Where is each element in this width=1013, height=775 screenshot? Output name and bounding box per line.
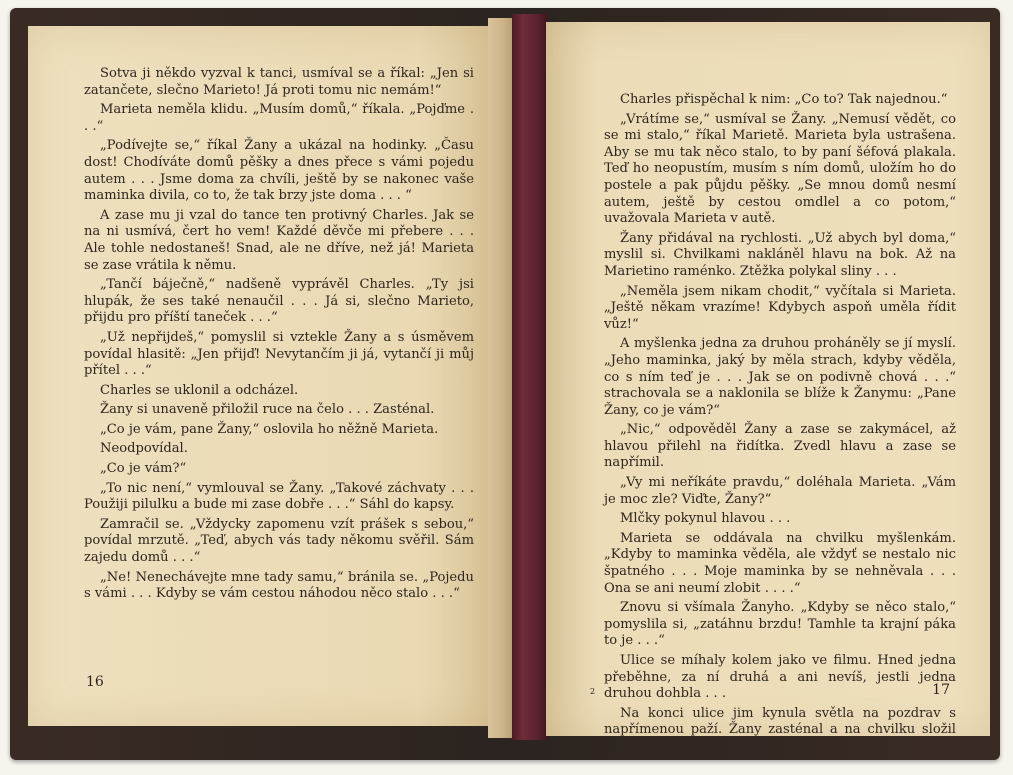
paragraph: Na konci ulice jim kynula světla na pozdrav s napřímenou paží. Žany zasténal a na chvilku složil hlavu. — [604, 705, 956, 754]
signature-mark: 2 — [590, 687, 596, 696]
left-page-text — [84, 66, 474, 606]
paragraph: „To nic není,“ vymlouval se Žany. „Takové záchvaty . . . Použiji pilulku a bude mi zase dobře . . .“ Sáhl do kapsy. — [84, 480, 474, 513]
paragraph: Zamračil se. „Vždycky zapomenu vzít prášek s sebou,“ povídal mrzutě. „Teď, abych vás tady někomu svěřil. Sám zajedu domů . . .“ — [84, 516, 474, 566]
paragraph: „Vy mi neříkáte pravdu,“ doléhala Marieta. „Vám je moc zle? Viďte, Žany?“ — [604, 475, 956, 507]
paragraph: „Neměla jsem nikam chodit,“ vyčítala si Marieta. „Ještě někam vrazíme! Kdybych aspoň uměla řídit vůz!“ — [604, 283, 956, 332]
paragraph: Sotva ji někdo vyzval k tanci, usmíval se a říkal: „Jen si zatančete, slečno Marieto! Já proti tomu nic nemám!“ — [84, 66, 474, 98]
paragraph: „Vrátíme se,“ usmíval se Žany. „Nemusí vědět, co se mi stalo,“ říkal Marietě. Marieta byla ustrašena. Aby se mu tak něco stalo, to by paní šéfová plakala. Teď ho neopustím, musím s ním domů, uložím ho do postele a pak půjdu pěšky. „Se mnou domů nesmí autem, ještě by cestou omdlel a co potom,“ uvažovala Marieta v autě. — [604, 111, 956, 227]
paragraph: „Už nepřijdeš,“ pomyslil si vztekle Žany a s úsměvem povídal hlasitě: „Jen přijď! Nevytančím ji já, vytančí ji můj přítel . . .“ — [84, 329, 474, 379]
paragraph: „Co je vám, pane Žany,“ oslovila ho něžně Marieta. — [100, 421, 439, 437]
right-page-text — [604, 92, 956, 759]
paragraph: „Tančí báječně,“ nadšeně vyprávěl Charles. „Ty jsi hlupák, že ses také nenaučil . . . Já si, slečno Marieto, přijdu pro příští taneček . . .“ — [84, 277, 474, 326]
paragraph: A myšlenka jedna za druhou proháněly se jí myslí. „Jeho maminka, jaký by měla strach, kdyby věděla, co s ním teď je . . . Jak se on podivně chová . . .“ strachovala se a naklonila se blíže k Žanymu: „Pane Žany, co je vám?“ — [604, 336, 956, 418]
book-spine — [512, 14, 548, 740]
left-page — [28, 26, 488, 726]
page-gutter — [488, 18, 514, 738]
paragraph: Marieta neměla klidu. „Musím domů,“ říkala. „Pojďme . . .“ — [84, 102, 474, 134]
paragraph: Žany si unaveně přiložil ruce na čelo . . . Zasténal. — [100, 402, 435, 418]
paragraph: „Nic,“ odpověděl Žany a zase se zakymácel, až hlavou přilehl na řidítka. Zvedl hlavu a zase se napřímil. — [604, 422, 956, 471]
paragraph: Žany přidával na rychlosti. „Už abych byl doma,“ myslil si. Chvilkami nakláněl hlavu na bok. Až na Marietino raménko. Ztěžka polykal sliny . . . — [604, 230, 956, 279]
paragraph: Znovu si všímala Žanyho. „Kdyby se něco stalo,“ pomyslila si, „zatáhnu brzdu! Tamhle ta krajní páka to je . . .“ — [604, 600, 956, 649]
paragraph: Charles přispěchal k nim: „Co to? Tak najednou.“ — [620, 92, 948, 107]
paragraph: Marieta se oddávala na chvilku myšlenkám. „Kdyby to maminka věděla, ale vždyť se nestalo nic špatného . . . Moje maminka by se nehněvala . . . Ona se ani neumí zlobit . . . .“ — [604, 530, 956, 596]
paragraph: Neodpovídal. — [100, 441, 188, 457]
paragraph: Ulice se míhaly kolem jako ve filmu. Hned jedna přeběhne, za ní druhá a ani nevíš, jestli jedna druhou dohbla . . . — [604, 653, 956, 702]
paragraph: A zase mu ji vzal do tance ten protivný Charles. Jak se na ni usmívá, čert ho vem! Každé děvče mi přebere . . . Ale tohle nedostaneš! Snad, ale ne dříve, než já! Marieta se zase vrátila k němu. — [84, 207, 474, 273]
page-number: 17 — [932, 682, 950, 698]
paragraph: Mlčky pokynul hlavou . . . — [620, 511, 791, 527]
paragraph: „Ne! Nenechávejte mne tady samu,“ bránila se. „Pojedu s vámi . . . Kdyby se vám cestou náhodou něco stalo . . .“ — [84, 569, 474, 602]
page-number: 16 — [86, 674, 104, 690]
paragraph: Charles se uklonil a odcházel. — [100, 382, 299, 398]
right-page — [546, 22, 990, 754]
paragraph: „Podívejte se,“ říkal Žany a ukázal na hodinky. „Času dost! Chodíváte domů pěšky a dnes přece s vámi pojedu autem . . . Jsme doma za chvíli, ještě by se nakonec vaše maminka divila, co to, že tak brzy jste doma . . . “ — [84, 138, 474, 204]
paragraph: „Co je vám?“ — [100, 461, 187, 477]
